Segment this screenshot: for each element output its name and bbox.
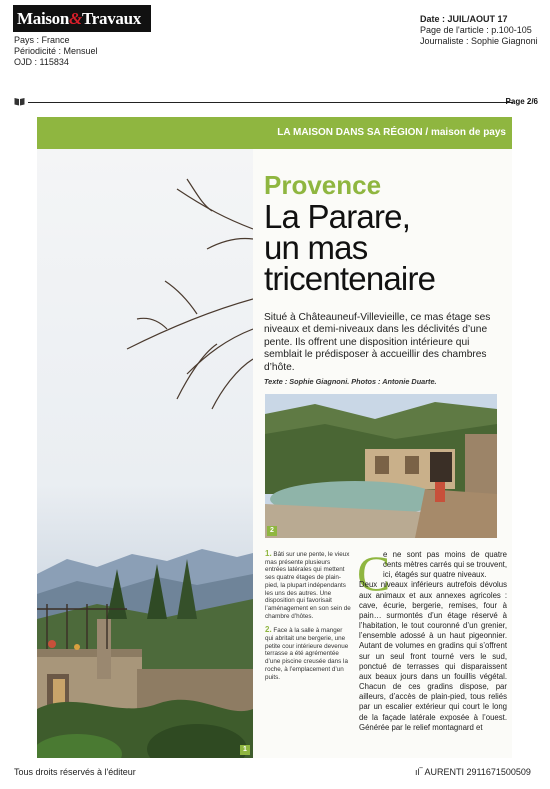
caption-1 (265, 550, 351, 620)
pool-photo (265, 394, 497, 538)
page-number: Page 2/6 (505, 97, 538, 106)
drop-cap: C (357, 545, 391, 601)
publication-logo (13, 5, 151, 32)
article-meta (420, 14, 538, 47)
caption-number: 1. (265, 549, 272, 558)
date-line: Date : JUIL/AOUT 17 (420, 14, 508, 24)
section-banner (37, 117, 512, 149)
ojd-line: OJD : 115834 (14, 57, 69, 67)
title-line: un mas (264, 229, 368, 266)
document-code: AURENTI 2911671500509 (424, 767, 531, 777)
journalist-line: Journaliste : Sophie Giagnoni (420, 36, 538, 46)
region-heading: Provence (264, 170, 382, 200)
book-icon (14, 97, 25, 106)
title-line: La Parare, (264, 198, 411, 235)
signal-icon: ıl‾ (415, 767, 423, 777)
article-credits: Texte : Sophie Giagnoni. Photos : Antonie Duarte. (264, 377, 437, 386)
logo-ampersand: & (69, 9, 82, 28)
magazine-page (37, 117, 512, 758)
photo-number-2: 2 (267, 526, 277, 536)
rule-line (28, 102, 513, 103)
logo-text-maison: Maison (17, 9, 70, 28)
article-title (264, 198, 509, 297)
page-rule (14, 96, 538, 108)
photo-captions (265, 550, 351, 687)
caption-text: Bâti sur une pente, le vieux mas présente plusieurs entrées latérales qui mettent ses quatre étages de plain-pied, la plupart indépendants les uns des autres. Une disposition qui favorisait l’aménagement en son sein de chambre d’hôtes. (265, 551, 351, 620)
body-lead: e ne sont pas moins de quatre cents mètres carrés qui se trouvent, ici, étagés sur quatre niveaux. (383, 550, 507, 580)
section-rubric: LA MAISON DANS SA RÉGION / maison de pays (277, 127, 506, 138)
photo-number-1: 1 (240, 745, 250, 755)
caption-number: 2. (265, 625, 272, 635)
body-paragraph: Deux niveaux inférieurs autrefois dévolus aux animaux et aux annexes agricoles : cave, écurie, bergerie, remises, four à pain… surmontés d’un étage réservé à l’habitation, le tout couronné d’un grenier, l’ensemble adossé à un haut pigeonnier. Autant de volumes en gradins qui s’offrent sur un seul front tourné vers le sud, ponctué de terrasses qui disparaissent aux beaux jours dans un fouillis végétal. Chacun de ces gradins dispose, par ailleurs, d’accès de plain-pied, tous reliés par un escalier extérieur qui court le long de la façade latérale exposée à l’ouest. Générée par le relief montagnard et (359, 580, 507, 732)
article-intro: Situé à Châteauneuf-Villevieille, ce mas étage ses niveaux et demi-niveaux dans les déclivités d’une pente. Ils offrent une disposition intérieure qui semblait le prédisposer à accueillir des chambres d’hôte. (264, 312, 491, 373)
publication-meta (14, 35, 98, 68)
caption-2 (265, 626, 351, 681)
periodicity-line: Périodicité : Mensuel (14, 46, 98, 56)
article-body (357, 545, 507, 733)
rights-notice: Tous droits réservés à l'éditeur (14, 767, 136, 777)
logo-text-travaux: Travaux (81, 9, 141, 28)
country-line: Pays : France (14, 35, 70, 45)
caption-text: Face à la salle à manger qui abritait une bergerie, une petite cour intérieure devenue terrasse a été agrémentée d’une piscine creusée dans la roche, à l’emplacement d’un puits. (265, 627, 349, 681)
footer-code (415, 767, 531, 777)
article-page-line: Page de l'article : p.100-105 (420, 25, 532, 35)
house-photo (37, 149, 253, 758)
title-line: tricentenaire (264, 260, 436, 297)
